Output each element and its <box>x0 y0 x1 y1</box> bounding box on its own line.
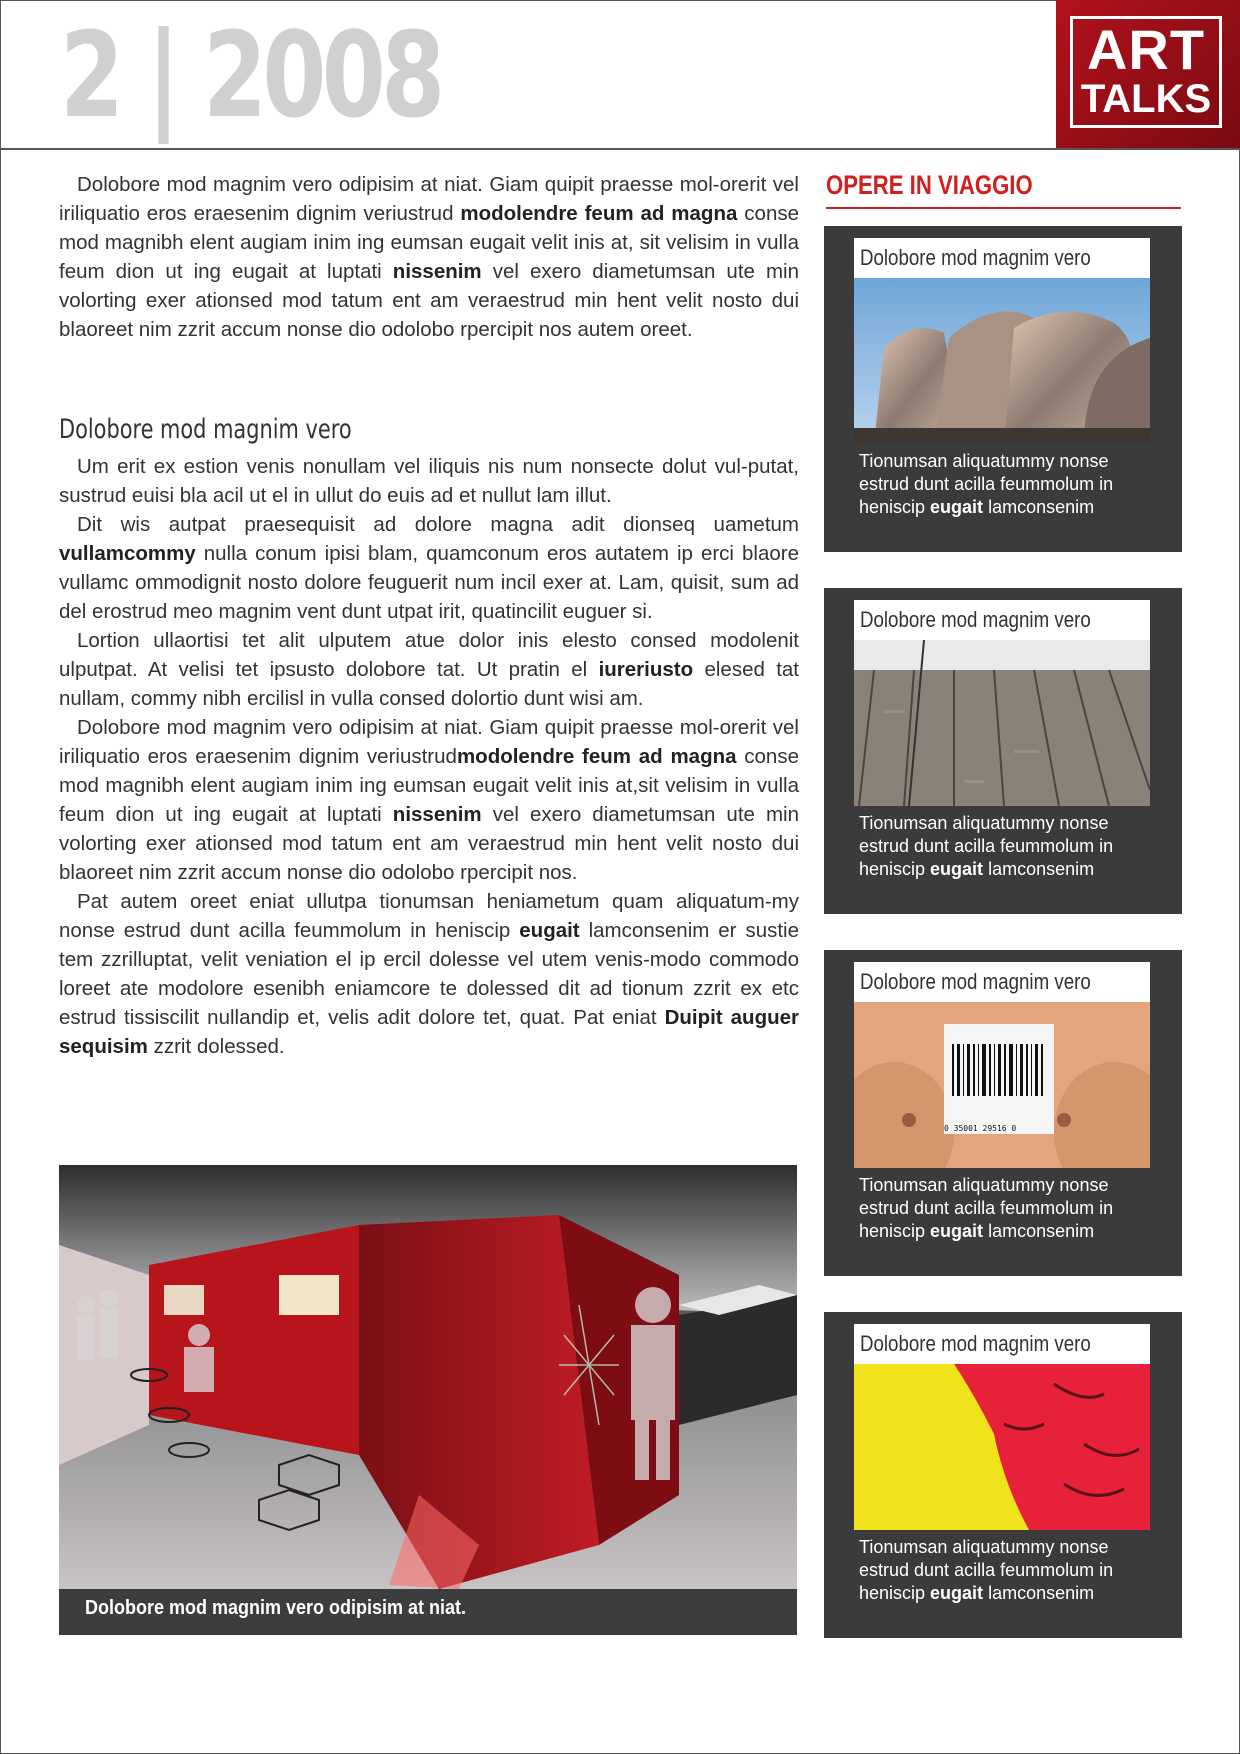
bold-run: eugait <box>930 1221 984 1241</box>
text-run: lamconsenim <box>983 859 1095 879</box>
text-run: nulla conum ipisi blam, quamconum eros autatem ip erci blaore vullamc ommodignit nosto dolore feuguerit num incil exer at. Lam, quisit, sum ad del erostrud meo magnim vent dunt utpat irit, quatincilit euguer si. <box>59 542 799 623</box>
section-heading: Dolobore mod magnim vero <box>59 414 352 445</box>
text-run: lamconsenim <box>983 497 1095 517</box>
bold-run: iureriusto <box>598 658 694 681</box>
text-run: lamconsenim <box>983 1583 1095 1603</box>
paragraph <box>59 510 799 626</box>
exhibition-photo <box>59 1165 797 1635</box>
card-image-wooden-floor <box>854 640 1150 806</box>
card-title-bar <box>854 238 1150 278</box>
bold-run: nissenim <box>392 260 482 283</box>
logo-line-1: ART <box>1086 18 1206 81</box>
paragraph <box>59 713 799 887</box>
paragraph <box>59 887 799 1061</box>
sidebar-card <box>824 950 1182 1276</box>
card-image-barcode <box>854 1002 1150 1168</box>
sidebar-title: OPERE IN VIAGGIO <box>826 170 1033 200</box>
text-run: zzrit dolessed. <box>147 1035 285 1058</box>
card-text <box>859 450 1149 519</box>
card-image-pop-art <box>854 1364 1150 1530</box>
text-run: conse mod magnibh elent augiam inim ing eumsan eugait velit inis at,sit velisim in vulla feum dion ut ing eugait at luptati <box>59 745 799 826</box>
sidebar-card <box>824 588 1182 914</box>
card-text <box>859 812 1149 881</box>
text-run: vel exero diametumsan ute min volorting exer ationsed mod tatum ent am veraestrud min hent velit nosto dui blaoreet nim zzrit accum nonse dio odolobo rpercipit nos. <box>59 803 799 884</box>
sidebar-rule <box>826 207 1181 209</box>
bold-run: nissenim <box>392 803 482 826</box>
issue-number: 2 | 2008 <box>60 6 441 144</box>
bold-run: vullamcommy <box>59 542 196 565</box>
text-run: Pat autem oreet eniat ullutpa tionumsan heniametum quam aliquatum-my nonse estrud dunt acilla feummolum in heniscip <box>59 890 799 942</box>
card-title: Dolobore mod magnim vero <box>860 607 1091 632</box>
card-title: Dolobore mod magnim vero <box>860 245 1091 270</box>
bold-run: eugait <box>930 859 984 879</box>
card-title-bar <box>854 962 1150 1002</box>
text-run: lamconsenim er sustie tem zzrilluptat, velit veniation el ip ercil dolesse vel utem venis-modo commodo loreet ate modolore esenibh eniamcore te dolessed dit ad tionum zzrit ex etc estrud tissiscilit nullandip et, velis adit dolore tet, quat. Pat eniat <box>59 919 799 1029</box>
paragraph: Um erit ex estion venis nonullam vel iliquis nis num nonsecte dolut vul-putat, sustrud euisi bla acil ut el in ullut do euis ad et nullut lam illut. <box>59 455 799 507</box>
art-talks-logo <box>1056 0 1240 148</box>
text-run: conse mod magnibh elent augiam inim ing eumsan eugait velit inis at, sit velisim in vulla feum dion ut ing eugait at luptati <box>59 202 799 283</box>
exhibition-render-image <box>59 1165 797 1589</box>
text-run: vel exero diametumsan ute min volorting exer ationsed mod tatum ent am veraestrud min hent velit nosto dui blaoreet nim zzrit accum nonse dio odolobo rpercipit nos autem oreet. <box>59 260 799 341</box>
text-run: Lortion ullaortisi tet alit ulputem atue dolor inis elesto consed modolenit ulputpat. At velisi tet ipsusto dolobore tat. Ut pratin el <box>59 629 799 681</box>
text-run: Tionumsan aliquatummy nonse estrud dunt acilla feummolum in heniscip <box>859 1175 1114 1241</box>
bold-run: Duipit auguer sequisim <box>59 1006 799 1058</box>
bold-run: eugait <box>930 497 984 517</box>
section-body <box>59 452 799 1061</box>
text-run: Dolobore mod magnim vero odipisim at niat. Giam quipit praesse mol-orerit vel iriliquatio eros eraesenim dignim veriustrud <box>59 716 799 768</box>
text-run: Dolobore mod magnim vero odipisim at niat. Giam quipit praesse mol-orerit vel iriliquatio eros eraesenim dignim veriustrud <box>59 173 799 225</box>
text-run: Tionumsan aliquatummy nonse estrud dunt acilla feummolum in heniscip <box>859 1537 1114 1603</box>
text-run: lamconsenim <box>983 1221 1095 1241</box>
paragraph <box>59 626 799 713</box>
sidebar-card <box>824 1312 1182 1638</box>
text-run: elesed tat nullam, commy nibh ercilisl in vulla consed dolortio dunt wisi am. <box>59 658 799 710</box>
text-run: Tionumsan aliquatummy nonse estrud dunt acilla feummolum in heniscip <box>859 451 1114 517</box>
card-title-bar <box>854 600 1150 640</box>
bold-run: modolendre feum ad magna <box>456 745 737 768</box>
bold-run: eugait <box>519 919 580 942</box>
card-text <box>859 1174 1149 1243</box>
card-text <box>859 1536 1149 1605</box>
card-image-architecture <box>854 278 1150 444</box>
header <box>0 0 1240 150</box>
bold-run: eugait <box>930 1583 984 1603</box>
bold-run: modolendre feum ad magna <box>460 202 738 225</box>
barcode-number: 0 35001 29516 0 <box>944 1124 1017 1133</box>
card-title: Dolobore mod magnim vero <box>860 1331 1091 1356</box>
text-run: Dit wis autpat praesequisit ad dolore magna adit dionseq uametum <box>77 513 799 536</box>
text-run: Tionumsan aliquatummy nonse estrud dunt acilla feummolum in heniscip <box>859 813 1114 879</box>
intro-paragraph <box>59 170 799 344</box>
card-title-bar <box>854 1324 1150 1364</box>
card-title: Dolobore mod magnim vero <box>860 969 1091 994</box>
sidebar-card <box>824 226 1182 552</box>
logo-frame <box>1070 16 1222 128</box>
logo-line-2: TALKS <box>1080 77 1212 121</box>
photo-caption: Dolobore mod magnim vero odipisim at niat. <box>85 1597 467 1619</box>
